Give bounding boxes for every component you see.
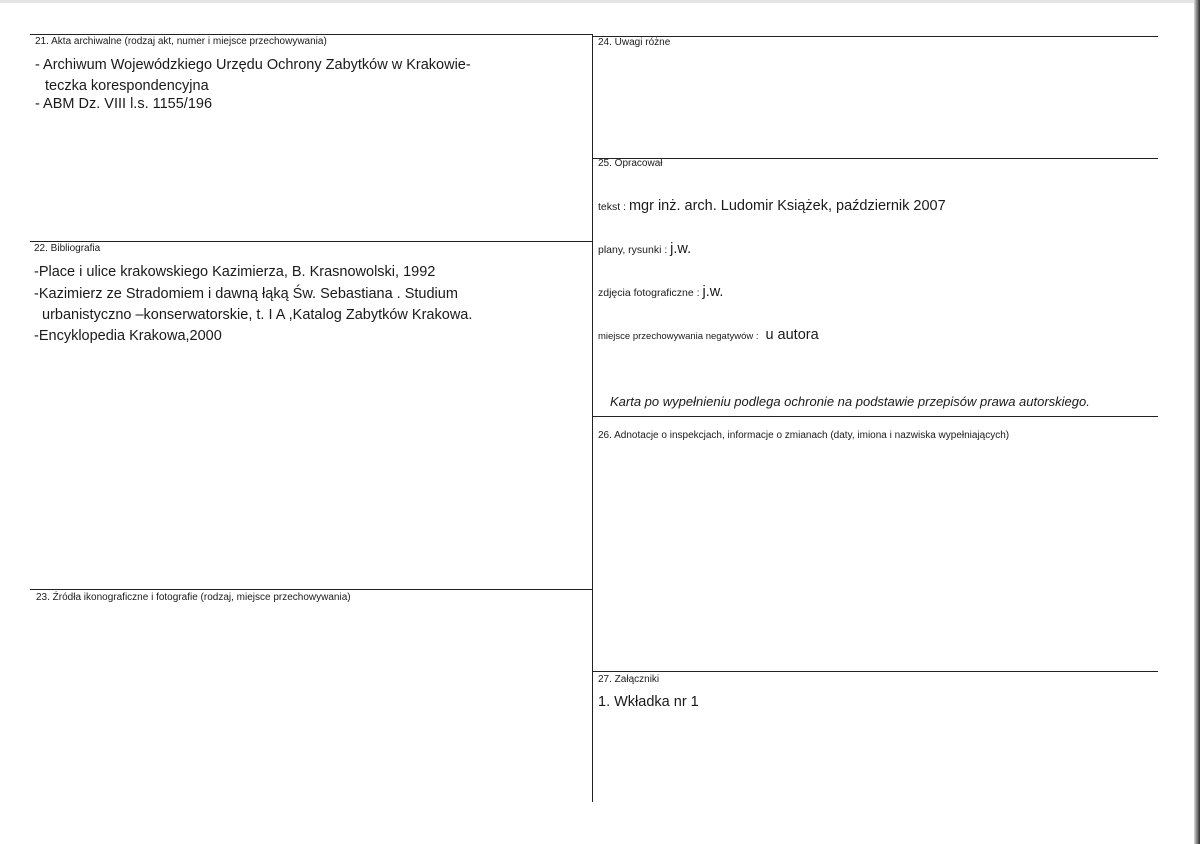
plany-label: plany, rysunki :: [598, 244, 668, 256]
archival-line-3: - ABM Dz. VIII l.s. 1155/196: [35, 96, 213, 112]
miejsce-value: u autora: [765, 327, 819, 343]
divider-21-top: [30, 34, 593, 35]
section-27-label: 27. Załączniki: [598, 674, 660, 685]
tekst-row: [598, 199, 946, 214]
section-24-label: 24. Uwagi różne: [598, 37, 671, 48]
attachment-line-1: 1. Wkładka nr 1: [598, 694, 699, 710]
divider-26-top: [592, 416, 1158, 417]
tekst-label: tekst :: [598, 201, 627, 213]
zdjecia-row: [598, 285, 723, 300]
scan-top-edge: [0, 0, 1200, 3]
bibliography-line-2: -Kazimierz ze Stradomiem i dawną łąką Św. Sebastiana . Studium: [34, 286, 458, 302]
divider-24-top: [592, 36, 1158, 37]
archival-line-1: - Archiwum Wojewódzkiego Urzędu Ochrony Zabytków w Krakowie-: [35, 57, 471, 73]
zdjecia-value: j.w.: [702, 284, 724, 300]
divider-25-top: [592, 158, 1158, 159]
section-23-label: 23. Źródła ikonograficzne i fotografie (rodzaj, miejsce przechowywania): [36, 592, 351, 603]
section-25-label: 25. Opracował: [598, 158, 663, 169]
section-21-label: 21. Akta archiwalne (rodzaj akt, numer i miejsce przechowywania): [35, 36, 327, 47]
miejsce-row: [598, 328, 819, 344]
bibliography-line-4: -Encyklopedia Krakowa,2000: [34, 328, 222, 344]
plany-value: j.w.: [670, 241, 692, 257]
miejsce-label: miejsce przechowywania negatywów :: [598, 331, 759, 342]
divider-23-top: [30, 589, 593, 590]
column-divider: [592, 34, 593, 802]
bibliography-line-3: urbanistyczno –konserwatorskie, t. I A ,Katalog Zabytków Krakowa.: [42, 307, 473, 323]
copyright-note: Karta po wypełnieniu podlega ochronie na podstawie przepisów prawa autorskiego.: [610, 394, 1090, 409]
archival-line-2: teczka korespondencyjna: [45, 78, 209, 94]
scan-right-edge: [1194, 0, 1200, 844]
zdjecia-label: zdjęcia fotograficzne :: [598, 287, 700, 299]
divider-27-top: [592, 671, 1158, 672]
plany-row: [598, 242, 691, 257]
bibliography-line-1: -Place i ulice krakowskiego Kazimierza, B. Krasnowolski, 1992: [34, 264, 436, 280]
section-26-label: 26. Adnotacje o inspekcjach, informacje o zmianach (daty, imiona i nazwiska wypełniających): [598, 430, 1010, 441]
section-22-label: 22. Bibliografia: [34, 243, 101, 254]
tekst-value: mgr inż. arch. Ludomir Książek, październik 2007: [628, 198, 946, 214]
divider-22-top: [30, 241, 593, 242]
